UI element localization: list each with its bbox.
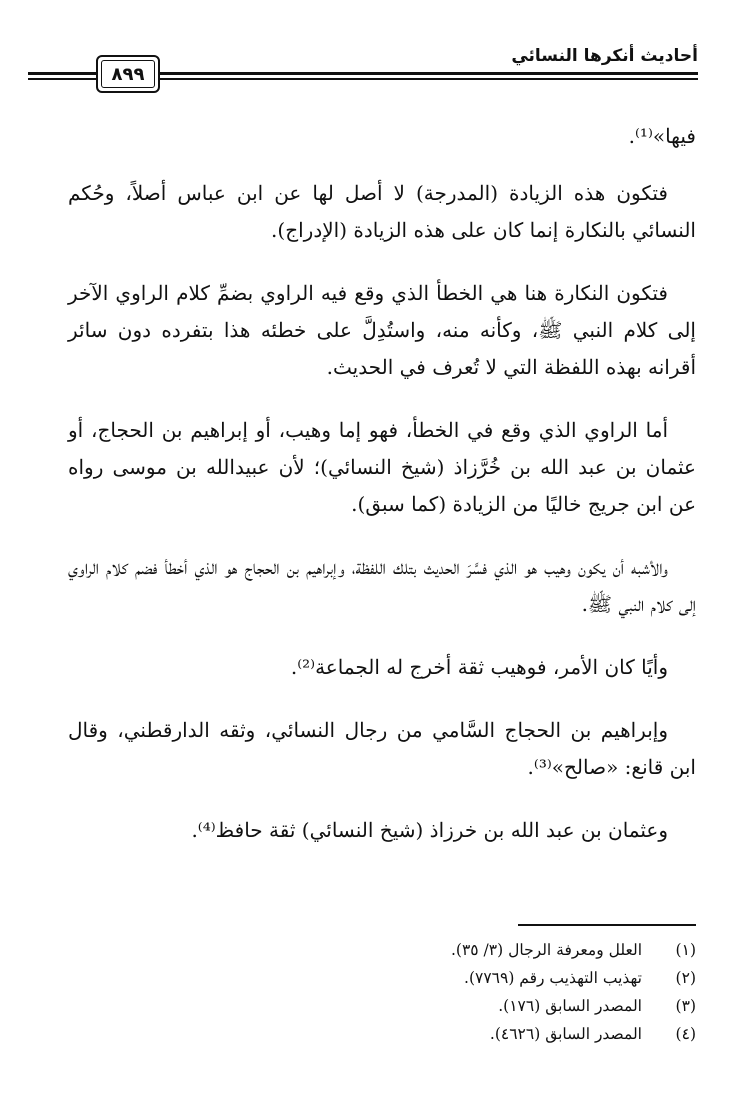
header-rule-left-thin [28,78,96,80]
footnotes [96,936,696,1048]
footnote-number: (٢) [675,969,696,987]
footnote [96,992,696,1020]
footnote-number: (١) [675,941,696,959]
paragraph: وأيًا كان الأمر، فوهيب ثقة أخرج له الجماعة⁽²⁾. [290,655,668,679]
footnote-separator [518,924,696,926]
footnote-text: المصدر السابق (٤٦٢٦). [489,1025,642,1043]
footnote [96,964,696,992]
footnote [96,1020,696,1048]
paragraph: أما الراوي الذي وقع في الخطأ، فهو إما وهيب، أو إبراهيم بن الحجاج، أو عثمان بن عبد الله بن خُرَّزاذ (شيخ النسائي)؛ لأن عبيدالله بن موسى رواه عن ابن جريج خاليًا من الزيادة (كما سبق). [68,418,696,516]
footnote-text: المصدر السابق (١٧٦). [498,997,642,1015]
footnote-number: (٤) [675,1025,696,1043]
header-rule-left-thick [28,72,96,75]
paragraph: فتكون هذه الزيادة (المدرجة) لا أصل لها عن ابن عباس أصلاً، وحُكم النسائي بالنكارة إنما كان على هذه الزيادة (الإدراج). [68,181,696,242]
body-text [68,118,696,875]
running-header-title: أحاديث أنكرها النسائي [511,46,698,66]
footnote-text: تهذيب التهذيب رقم (٧٧٦٩). [464,969,642,987]
paragraph: والأشبه أن يكون وهيب هو الذي فسَّرَ الحديث بتلك اللفظة، وإبراهيم بن الحجاج هو الذي أخطأ فضم كلام الراوي إلى كلام النبي ﷺ. [68,555,696,616]
paragraph: وإبراهيم بن الحجاج السَّامي من رجال النسائي، وثقه الدارقطني، وقال ابن قانع: «صالح»⁽³⁾. [68,718,696,779]
header-rule-thick [160,72,698,75]
paragraph: وعثمان بن عبد الله بن خرزاذ (شيخ النسائي) ثقة حافظ⁽⁴⁾. [191,818,668,842]
footnote-number: (٣) [675,997,696,1015]
page-number: ٨٩٩ [111,63,145,85]
header-rule-thin [160,78,698,80]
footnote [96,936,696,964]
page-number-frame [96,55,160,93]
paragraph-continuation: فيها»⁽¹⁾. [628,124,696,148]
footnote-text: العلل ومعرفة الرجال (٣/ ٣٥). [450,941,642,959]
paragraph: فتكون النكارة هنا هي الخطأ الذي وقع فيه الراوي بضمِّ كلام الراوي الآخر إلى كلام النبي ﷺ، وكأنه منه، واستُدِلَّ على خطئه هذا بتفرده دون سائر أقرانه بهذه اللفظة التي لا تُعرف في الحديث. [68,281,696,379]
